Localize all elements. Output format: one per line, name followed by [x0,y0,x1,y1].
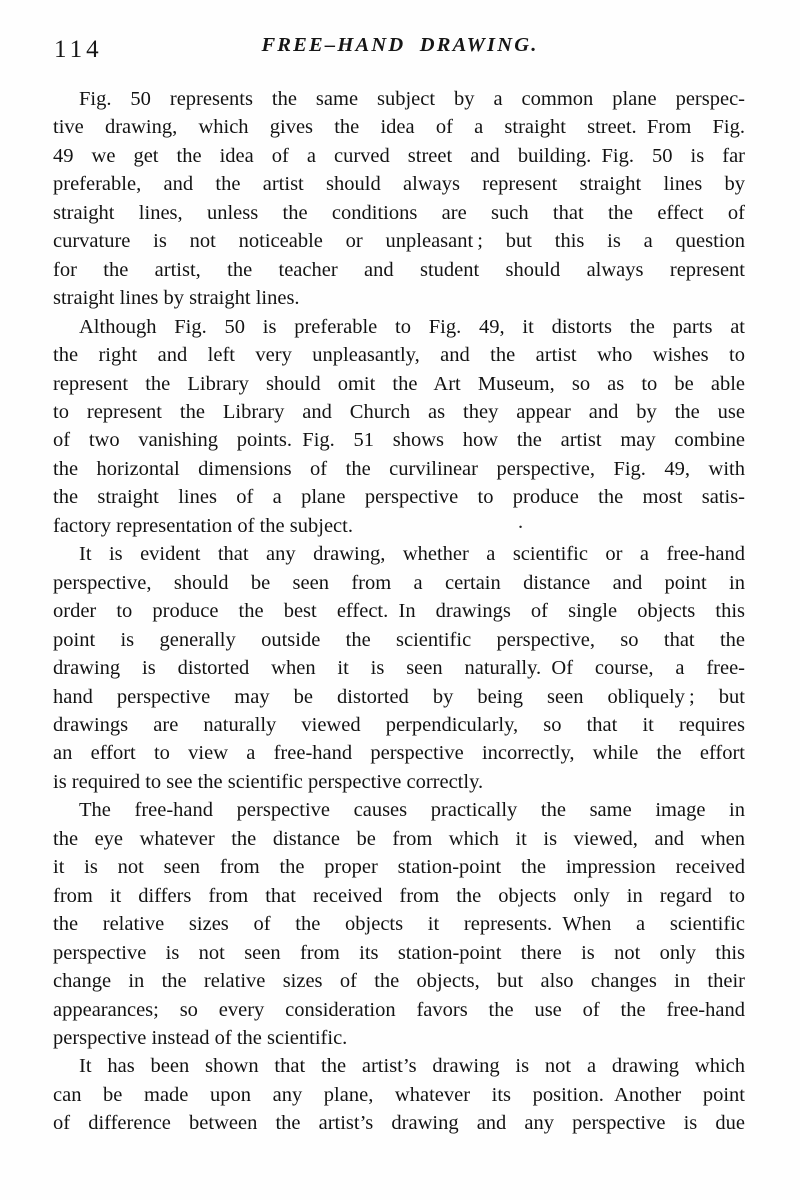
text-line: point is generally outside the scientific perspective, so that the [53,628,745,651]
text-line: of two vanishing points. Fig. 51 shows how the artist may combine [53,429,745,452]
text-line: order to produce the best effect. In drawings of single objects this [53,600,745,623]
text-line: of difference between the artist’s drawing and any perspective is due [53,1112,745,1135]
text-line: represent the Library should omit the Art Museum, so as to be able [53,372,745,395]
text-line: tive drawing, which gives the idea of a straight street. From Fig. [53,116,745,139]
text-line: the horizontal dimensions of the curvilinear perspective, Fig. 49, with [53,457,745,480]
text-line: perspective, should be seen from a certain distance and point in [53,571,745,594]
text-line: an effort to view a free-hand perspective incorrectly, while the effort [53,742,745,765]
text-line: straight lines, unless the conditions are such that the effect of [53,201,745,224]
text-line: preferable, and the artist should always represent straight lines by [53,173,745,196]
text-line: The free-hand perspective causes practically the same image in [79,799,745,822]
running-title: FREE–HAND DRAWING. [261,34,539,56]
text-line: to represent the Library and Church as they appear and by the use [53,400,745,423]
text-line: Although Fig. 50 is preferable to Fig. 49, it distorts the parts at [79,315,745,338]
text-line: It is evident that any drawing, whether a scientific or a free-hand [79,543,745,566]
text-line: 49 we get the idea of a curved street and building. Fig. 50 is far [53,144,745,167]
text-line: Fig. 50 represents the same subject by a common plane perspec- [79,88,745,110]
text-line: the straight lines of a plane perspective to produce the most satis- [53,486,745,509]
text-line: the right and left very unpleasantly, and the artist who wishes to [53,344,745,367]
text-line: for the artist, the teacher and student should always represent [53,258,745,281]
text-line: it is not seen from the proper station-point the impression received [53,856,745,879]
text-line: curvature is not noticeable or unpleasant ; but this is a question [53,230,745,253]
page-number: 114 [54,36,103,63]
text-line: can be made upon any plane, whatever its position. Another point [53,1083,745,1106]
text-line: factory representation of the subject. [53,514,353,537]
text-line: the eye whatever the distance be from which it is viewed, and when [53,827,745,850]
text-line: straight lines by straight lines. [53,287,300,310]
stray-ink-dot: . [518,511,524,533]
text-line: appearances; so every consideration favors the use of the free-hand [53,998,745,1021]
text-line: It has been shown that the artist’s drawing is not a drawing which [79,1055,745,1078]
text-line: drawings are naturally viewed perpendicularly, so that it requires [53,713,745,736]
text-line: perspective instead of the scientific. [53,1026,348,1049]
text-line: from it differs from that received from the objects only in regard to [53,884,745,907]
text-line: drawing is distorted when it is seen naturally. Of course, a free- [53,657,745,680]
text-line: the relative sizes of the objects it represents. When a scientific [53,913,745,936]
text-line: is required to see the scientific perspective correctly. [53,770,484,793]
page-body [53,85,745,1138]
text-line: perspective is not seen from its station-point there is not only this [53,941,745,964]
page-header [0,34,800,66]
text-line: change in the relative sizes of the objects, but also changes in their [53,970,745,993]
text-line: hand perspective may be distorted by being seen obliquely ; but [53,685,745,708]
